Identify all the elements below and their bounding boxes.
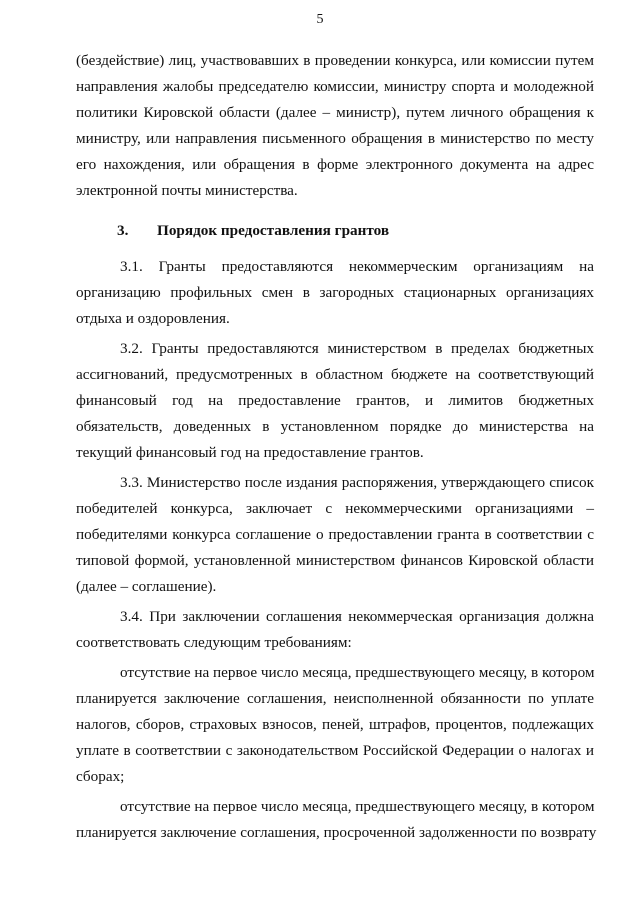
paragraph-line: планируется заключение соглашения, неисполненной обязанности по уплате xyxy=(76,690,594,707)
section-heading xyxy=(117,222,389,240)
paragraph-line: налогов, сборов, страховых взносов, пеней, штрафов, процентов, подлежащих xyxy=(76,716,594,733)
paragraph-line: отдыха и оздоровления. xyxy=(76,310,230,327)
paragraph-line: типовой формой, установленной министерством финансов Кировской области xyxy=(76,552,594,569)
paragraph-line: уплате в соответствии с законодательством Российской Федерации о налогах и xyxy=(76,742,594,759)
paragraph-line: текущий финансовый год на предоставление грантов. xyxy=(76,444,424,461)
paragraph-line: соответствовать следующим требованиям: xyxy=(76,634,352,651)
paragraph-line: (далее – соглашение). xyxy=(76,578,217,595)
paragraph-line: планируется заключение соглашения, просроченной задолженности по возврату xyxy=(76,824,597,841)
paragraph-line: 3.2. Гранты предоставляются министерством в пределах бюджетных xyxy=(120,340,594,357)
text-line: его нахождения, или обращения в форме электронного документа на адрес xyxy=(76,156,594,173)
text-line: (бездействие) лиц, участвовавших в проведении конкурса, или комиссии путем xyxy=(76,52,594,69)
paragraph-line: 3.1. Гранты предоставляются некоммерческим организациям на xyxy=(120,258,594,275)
paragraph-line: 3.4. При заключении соглашения некоммерческая организация должна xyxy=(120,608,594,625)
paragraph-line: организацию профильных смен в загородных стационарных организациях xyxy=(76,284,594,301)
paragraph-line: ассигнований, предусмотренных в областном бюджете на соответствующий xyxy=(76,366,594,383)
text-line: министру, или направления письменного обращения в министерство по месту xyxy=(76,130,594,147)
paragraph-line: обязательств, доведенных в установленном порядке до министерства на xyxy=(76,418,594,435)
paragraph-line: победителями конкурса соглашение о предоставлении гранта в соответствии с xyxy=(76,526,594,543)
paragraph-line: отсутствие на первое число месяца, предшествующего месяцу, в котором xyxy=(120,664,595,681)
section-title: Порядок предоставления грантов xyxy=(157,222,390,239)
paragraph-line: финансовый год на предоставление грантов, и лимитов бюджетных xyxy=(76,392,594,409)
text-line: электронной почты министерства. xyxy=(76,182,298,199)
paragraph-line: 3.3. Министерство после издания распоряжения, утверждающего список xyxy=(120,474,594,491)
text-line: направления жалобы председателю комиссии, министру спорта и молодежной xyxy=(76,78,594,95)
paragraph-line: отсутствие на первое число месяца, предшествующего месяцу, в котором xyxy=(120,798,595,815)
text-line: политики Кировской области (далее – министр), путем личного обращения к xyxy=(76,104,594,121)
paragraph-line: сборах; xyxy=(76,768,125,785)
paragraph-line: победителей конкурса, заключает с некоммерческими организациями – xyxy=(76,500,594,517)
section-number: 3. xyxy=(117,222,129,239)
page-number: 5 xyxy=(316,12,324,27)
